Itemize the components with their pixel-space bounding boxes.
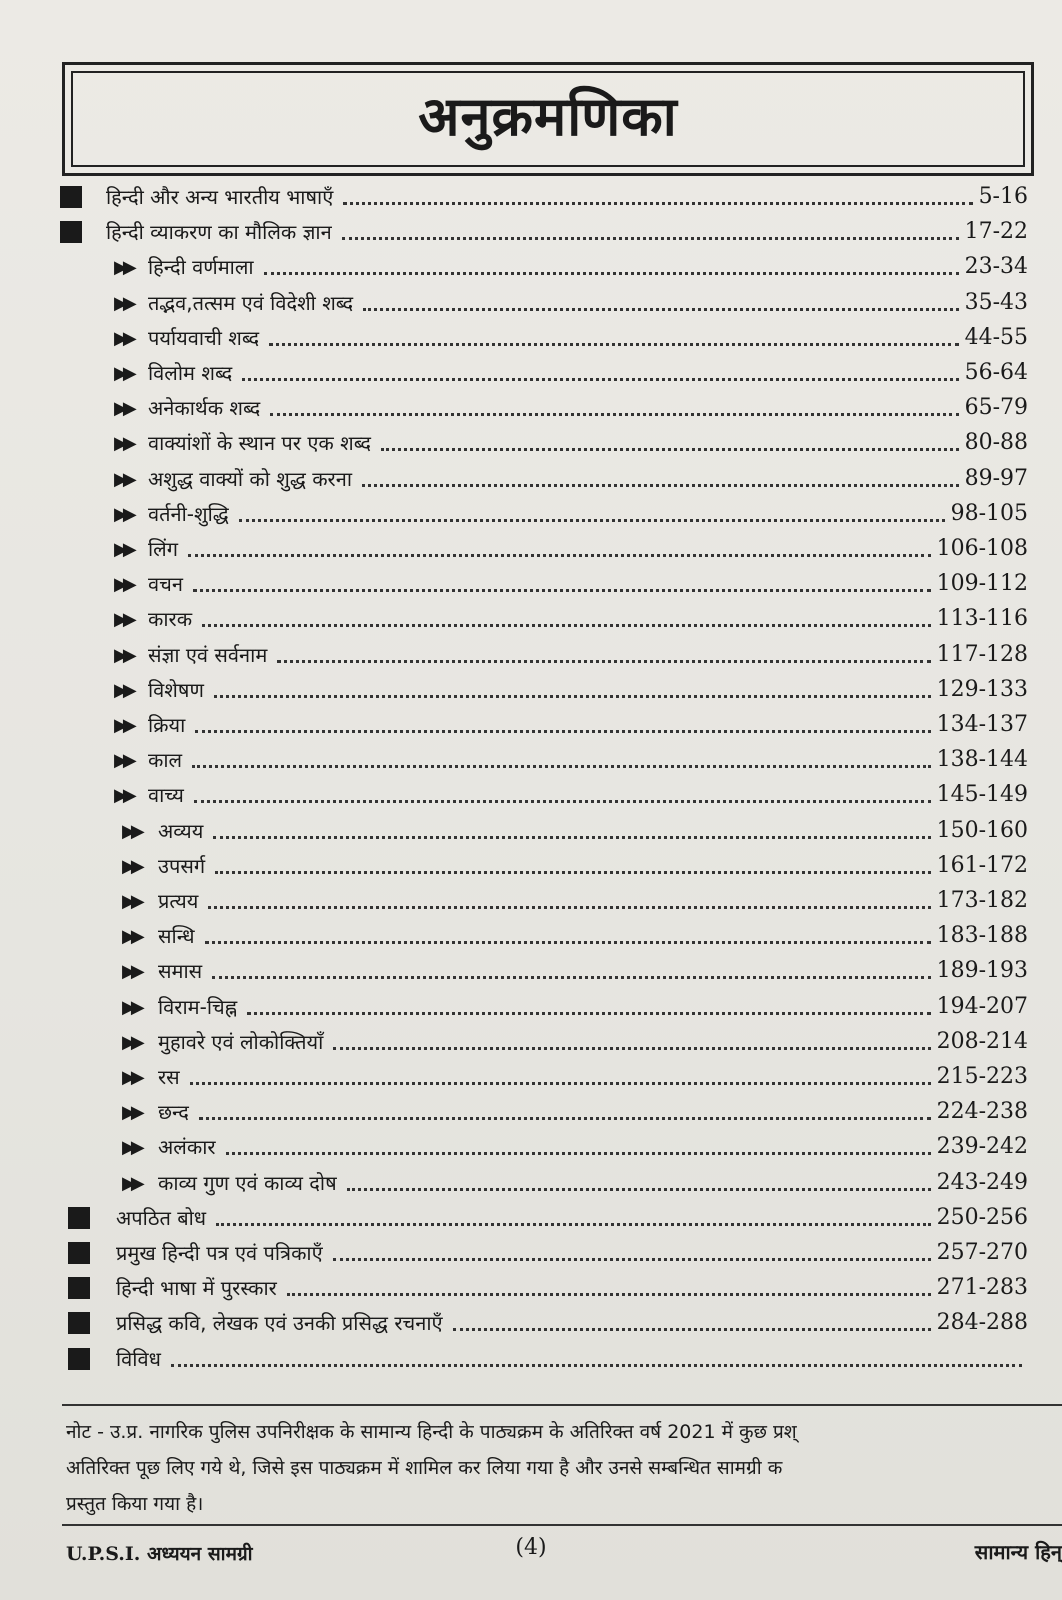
toc-entry [0, 321, 1062, 355]
toc-entry-title: समास [158, 958, 206, 984]
dot-leader [214, 695, 931, 698]
double-arrow-icon: ▶▶ [122, 891, 140, 912]
toc-entry [0, 286, 1062, 320]
note-top-rule [62, 1404, 1062, 1406]
toc-entry-title: विराम-चिह्न [158, 994, 241, 1020]
toc-entry-pages: 106-108 [936, 536, 1028, 561]
toc-entry-pages: 134-137 [936, 712, 1028, 737]
toc-entry [0, 391, 1062, 425]
toc-entry-title: वाक्यांशों के स्थान पर एक शब्द [148, 430, 375, 456]
toc-entry [0, 1166, 1062, 1200]
double-arrow-icon: ▶▶ [122, 1102, 140, 1124]
toc-entry-pages: 189-193 [936, 958, 1028, 984]
dot-leader [192, 765, 930, 768]
toc-entry-title: रस [158, 1064, 184, 1090]
dot-leader [239, 519, 945, 522]
toc-entry [0, 814, 1062, 848]
page-number: (4) [515, 1535, 547, 1560]
toc-entry-title: वाच्य [148, 782, 188, 808]
toc-entry-title: हिन्दी व्याकरण का मौलिक ज्ञान [106, 219, 336, 245]
double-arrow-icon: ▶▶ [122, 1067, 140, 1088]
toc-entry-title: क्रिया [148, 712, 189, 738]
dot-leader [247, 1012, 930, 1015]
toc-entry-title: विशेषण [148, 677, 208, 703]
toc-entry-title: विलोम शब्द [148, 360, 236, 386]
double-arrow-icon: ▶▶ [122, 926, 140, 948]
toc-entry-pages: 23-34 [964, 254, 1028, 280]
toc-entry-pages: 89-97 [964, 465, 1028, 491]
toc-entry-title: हिन्दी वर्णमाला [148, 254, 258, 280]
toc-entry-pages: 35-43 [964, 289, 1028, 315]
footer-book-name: U.P.S.I. अध्ययन सामग्री [66, 1543, 253, 1565]
toc-entry-title: अनेकार्थक शब्द [148, 395, 264, 421]
toc-entry-title: हिन्दी और अन्य भारतीय भाषाएँ [106, 184, 337, 210]
double-arrow-icon: ▶▶ [114, 468, 132, 490]
toc-entry-pages: 5-16 [978, 184, 1028, 209]
toc-entry-title: वचन [148, 571, 187, 597]
double-arrow-icon: ▶▶ [114, 609, 132, 631]
toc-entry [0, 990, 1062, 1024]
note-line-2: अतिरिक्त पूछ लिए गये थे, जिसे इस पाठ्यक्रम में शामिल कर लिया गया है और उनसे सम्बन्धित सामग्री क [66, 1457, 783, 1479]
dot-leader [242, 378, 958, 381]
toc-entry [0, 1306, 1062, 1340]
double-arrow-icon: ▶▶ [114, 750, 132, 772]
dot-leader [287, 1293, 931, 1296]
toc-entry [0, 1025, 1062, 1059]
toc-entry [0, 884, 1062, 918]
toc-entry-pages: 145-149 [936, 782, 1028, 808]
dot-leader [216, 1223, 930, 1226]
dot-leader [190, 1082, 931, 1085]
toc-entry [0, 1130, 1062, 1164]
double-arrow-icon: ▶▶ [114, 433, 132, 455]
dot-leader [270, 413, 958, 416]
toc-entry [0, 497, 1062, 531]
footer-rule [62, 1524, 1062, 1526]
double-arrow-icon: ▶▶ [114, 679, 132, 701]
dot-leader [205, 941, 931, 944]
toc-entry [0, 426, 1062, 460]
square-bullet-icon [68, 1277, 90, 1299]
square-bullet-icon [68, 1207, 90, 1229]
toc-entry-pages: 173-182 [936, 888, 1028, 913]
dot-leader [195, 730, 930, 733]
double-arrow-icon: ▶▶ [122, 996, 140, 1018]
toc-entry-title: अशुद्ध वाक्यों को शुद्ध करना [148, 466, 356, 492]
toc-entry-pages: 250-256 [936, 1204, 1028, 1230]
dot-leader [188, 554, 931, 557]
double-arrow-icon: ▶▶ [114, 785, 132, 807]
dot-leader [194, 800, 931, 803]
toc-entry-pages: 243-249 [936, 1169, 1028, 1195]
dot-leader [199, 1117, 931, 1120]
note-block [66, 1414, 1056, 1522]
toc-entry-pages: 17-22 [964, 219, 1028, 245]
toc-entry-title: सन्धि [158, 923, 199, 949]
toc-entry-title: तद्भव,तत्सम एवं विदेशी शब्द [148, 290, 357, 316]
toc-entry [0, 1236, 1062, 1270]
dot-leader [212, 976, 930, 979]
double-arrow-icon: ▶▶ [122, 1031, 140, 1053]
toc-entry-title: प्रसिद्ध कवि, लेखक एवं उनकी प्रसिद्ध रचनाएँ [116, 1310, 447, 1336]
toc-entry-title: प्रमुख हिन्दी पत्र एवं पत्रिकाएँ [116, 1240, 327, 1266]
double-arrow-icon: ▶▶ [114, 644, 132, 666]
double-arrow-icon: ▶▶ [114, 715, 132, 736]
toc-entry-pages: 44-55 [964, 324, 1028, 350]
dot-leader [347, 1188, 931, 1191]
toc-entry-title: उपसर्ग [158, 853, 209, 879]
toc-entry [0, 1060, 1062, 1094]
dot-leader [171, 1364, 1022, 1367]
dot-leader [208, 906, 930, 909]
toc-entry-pages: 56-64 [964, 360, 1028, 385]
toc-entry-pages: 98-105 [950, 500, 1028, 526]
dot-leader [193, 589, 931, 592]
toc-entry [0, 462, 1062, 496]
footer-subject: सामान्य हिन् [974, 1540, 1062, 1564]
toc-entry [0, 180, 1062, 214]
dot-leader [264, 272, 959, 275]
toc-entry-title: विविध [116, 1346, 165, 1372]
toc-entry [0, 638, 1062, 672]
toc-entry-pages: 224-238 [936, 1099, 1028, 1125]
dot-leader [333, 1258, 931, 1261]
toc-entry-pages: 80-88 [964, 430, 1028, 456]
toc-entry-title: कारक [148, 606, 196, 632]
toc-entry-pages: 109-112 [936, 571, 1028, 597]
toc-entry [0, 673, 1062, 707]
square-bullet-icon [60, 186, 82, 208]
title-box [62, 62, 1034, 176]
note-line-1: नोट - उ.प्र. नागरिक पुलिस उपनिरीक्षक के सामान्य हिन्दी के पाठ्यक्रम के अतिरिक्त वर्ष 2021 में कुछ प्रश् [66, 1421, 797, 1443]
toc-entry-pages: 284-288 [936, 1310, 1028, 1336]
dot-leader [453, 1328, 931, 1331]
double-arrow-icon: ▶▶ [114, 257, 132, 279]
toc-entry [0, 215, 1062, 249]
dot-leader [226, 1152, 931, 1155]
toc-entry-title: मुहावरे एवं लोकोक्तियाँ [158, 1029, 327, 1055]
toc-entry [0, 1095, 1062, 1129]
toc-entry-pages: 215-223 [936, 1064, 1028, 1089]
double-arrow-icon: ▶▶ [122, 1172, 140, 1194]
toc-entry-title: संज्ञा एवं सर्वनाम [148, 642, 271, 668]
toc-entry-pages: 208-214 [936, 1028, 1028, 1054]
dot-leader [277, 660, 930, 663]
toc-entry [0, 567, 1062, 601]
dot-leader [363, 308, 958, 311]
double-arrow-icon: ▶▶ [114, 363, 132, 384]
toc-entry-pages: 150-160 [936, 817, 1028, 843]
double-arrow-icon: ▶▶ [114, 503, 132, 525]
double-arrow-icon: ▶▶ [114, 574, 132, 596]
dot-leader [342, 237, 959, 240]
toc-entry-title: अपठित बोध [116, 1205, 210, 1231]
square-bullet-icon [68, 1242, 90, 1264]
toc-entry-title: लिंग [148, 536, 182, 562]
toc-entry [0, 708, 1062, 742]
toc-entry-title: अलंकार [158, 1134, 220, 1160]
square-bullet-icon [68, 1348, 90, 1370]
dot-leader [213, 836, 930, 839]
square-bullet-icon [68, 1312, 90, 1334]
double-arrow-icon: ▶▶ [122, 961, 140, 983]
double-arrow-icon: ▶▶ [114, 292, 132, 314]
double-arrow-icon: ▶▶ [114, 398, 132, 420]
toc-entry [0, 532, 1062, 566]
toc-entry-title: वर्तनी-शुद्धि [148, 501, 233, 527]
toc-entry [0, 602, 1062, 636]
square-bullet-icon [60, 221, 82, 243]
toc-entry [0, 1342, 1062, 1376]
toc-entry [0, 849, 1062, 883]
toc-entry [0, 250, 1062, 284]
toc-entry-title: हिन्दी भाषा में पुरस्कार [116, 1275, 281, 1301]
dot-leader [362, 484, 959, 487]
double-arrow-icon: ▶▶ [114, 539, 132, 560]
dot-leader [381, 448, 959, 451]
toc-entry [0, 954, 1062, 988]
toc-entry-pages: 271-283 [936, 1275, 1028, 1301]
toc-entry-title: प्रत्यय [158, 888, 202, 914]
toc-entry-pages: 113-116 [936, 606, 1028, 632]
toc-entry-pages: 161-172 [936, 852, 1028, 878]
double-arrow-icon: ▶▶ [122, 1137, 140, 1159]
dot-leader [343, 202, 972, 205]
toc-entry-pages: 65-79 [964, 395, 1028, 421]
dot-leader [202, 624, 930, 627]
toc-entry [0, 778, 1062, 812]
toc-entry-pages: 257-270 [936, 1240, 1028, 1265]
toc-entry-title: काव्य गुण एवं काव्य दोष [158, 1170, 341, 1196]
dot-leader [333, 1047, 930, 1050]
toc-entry [0, 919, 1062, 953]
note-line-3: प्रस्तुत किया गया है। [66, 1493, 204, 1515]
toc-entry [0, 1201, 1062, 1235]
toc-entry [0, 743, 1062, 777]
toc-entry-pages: 138-144 [936, 747, 1028, 773]
toc-entry-title: काल [148, 747, 186, 773]
toc-entry-pages: 117-128 [936, 641, 1028, 667]
toc-entry [0, 1271, 1062, 1305]
dot-leader [269, 343, 958, 346]
double-arrow-icon: ▶▶ [122, 820, 140, 842]
toc-entry-title: अव्यय [158, 818, 207, 844]
double-arrow-icon: ▶▶ [122, 855, 140, 877]
page-title: अनुक्रमणिका [418, 85, 678, 148]
toc-entry-title: पर्यायवाची शब्द [148, 325, 263, 351]
toc-entry-pages: 239-242 [936, 1134, 1028, 1160]
toc-entry [0, 356, 1062, 390]
toc-entry-pages: 183-188 [936, 923, 1028, 949]
toc-entry-title: छन्द [158, 1099, 193, 1125]
double-arrow-icon: ▶▶ [114, 327, 132, 349]
toc-entry-pages: 129-133 [936, 676, 1028, 702]
toc-entry-pages: 194-207 [936, 993, 1028, 1019]
dot-leader [215, 871, 930, 874]
